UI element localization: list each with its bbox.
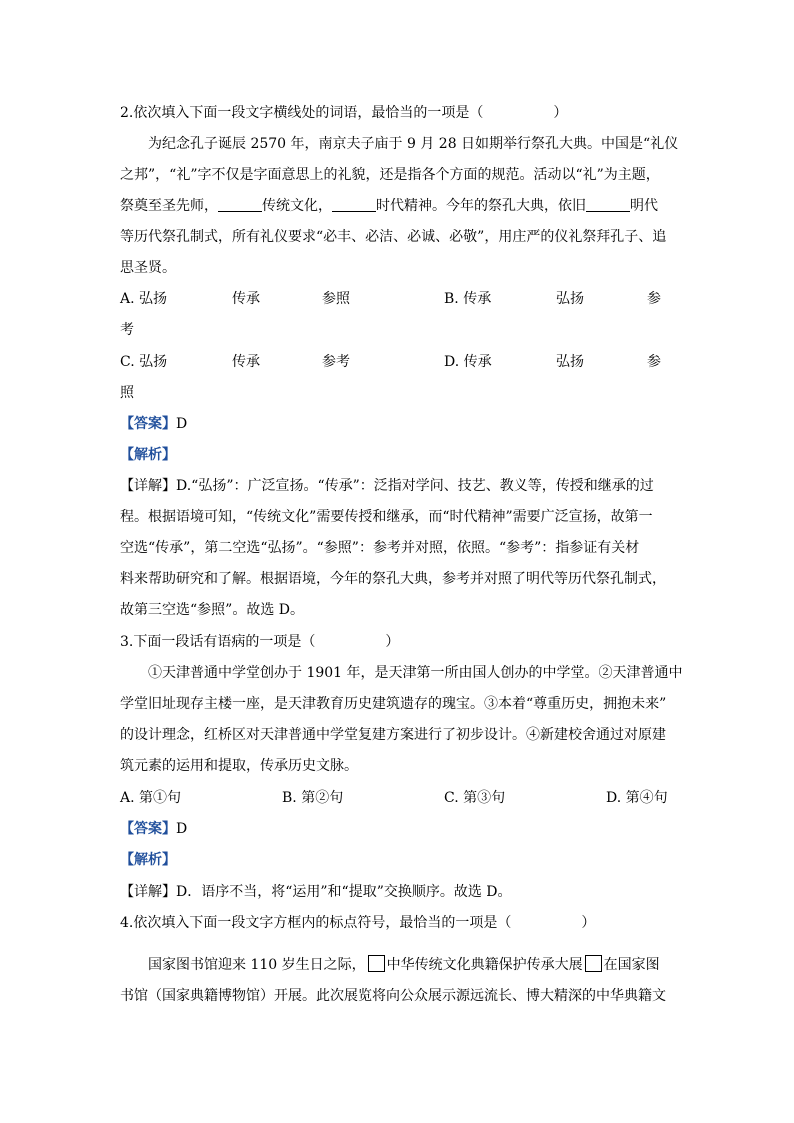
q3-analysis: [120, 850, 176, 870]
punctuation-box: [368, 955, 385, 972]
q2-passage-line: 为纪念孔子诞辰 2570 年，南京夫子庙于 9 月 28 日如期举行祭孔大典。中国是“礼仪: [148, 136, 679, 152]
q2-option-c-word2: 传承: [232, 354, 260, 370]
q2-option-d-word3: 参: [647, 354, 661, 370]
q2-text: 明代: [630, 198, 658, 214]
q2-detail-line: 空选“传承”，第二空选“弘扬”。“参照”：参考并对照，依照。“参考”：指参证有关材: [120, 540, 640, 556]
q3-passage-line: 的设计理念，红桥区对天津普通中学堂复建方案进行了初步设计。④新建校舍通过对原建: [120, 727, 666, 743]
q2-stem: 2.依次填入下面一段文字横线处的词语，最恰当的一项是（ ）: [120, 105, 568, 121]
q2-option-d-wrap: 照: [120, 385, 134, 401]
q4-text: 国家图书馆迎来 110 岁生日之际，: [148, 957, 366, 973]
q2-text: 传统文化，: [262, 198, 332, 214]
q2-text: 时代精神。今年的祭孔大典，依旧: [376, 198, 586, 214]
q2-option-c: C. 弘扬: [120, 354, 168, 370]
q2-option-a-word2: 传承: [232, 291, 260, 307]
q2-passage-line: [120, 196, 658, 216]
detail-tag: 【详解】: [120, 478, 176, 494]
q2-detail-line: 程。根据语境可知，“传统文化”需要传授和继承，而“时代精神”需要广泛宣扬，故第一: [120, 509, 653, 525]
q2-detail-line: [120, 476, 654, 496]
q3-option-d: D. 第④句: [606, 790, 668, 806]
q2-option-d: D. 传承: [444, 354, 492, 370]
punctuation-box: [585, 955, 602, 972]
q2-passage-line: 思圣贤。: [120, 260, 176, 276]
detail-tag: 【详解】: [120, 884, 176, 900]
q2-option-b-wrap: 考: [120, 322, 134, 338]
q2-option-b-word3: 参: [647, 291, 661, 307]
answer-value: D: [176, 416, 188, 432]
q4-stem: 4.依次填入下面一段文字方框内的标点符号，最恰当的一项是（ ）: [120, 915, 596, 931]
q3-passage-line: 筑元素的运用和提取，传承历史文脉。: [120, 758, 358, 774]
q3-option-a: A. 第①句: [120, 790, 182, 806]
answer-value: D: [176, 821, 188, 837]
analysis-tag: 【解析】: [120, 852, 176, 868]
q3-passage-line: ①天津普通中学堂创办于 1901 年，是天津第一所由国人创办的中学堂。②天津普通中: [148, 665, 683, 681]
q2-option-a: A. 弘扬: [120, 291, 168, 307]
q2-analysis: [120, 445, 176, 465]
detail-text: D．语序不当，将“运用”和“提取”交换顺序。故选 D。: [176, 884, 512, 900]
analysis-tag: 【解析】: [120, 447, 176, 463]
q2-option-d-word2: 弘扬: [556, 354, 584, 370]
q4-text: 在国家图: [603, 957, 660, 973]
q4-text: 中华传统文化典籍保护传承大展: [386, 957, 583, 973]
q4-passage-line: [148, 955, 660, 975]
q2-option-b: B. 传承: [444, 291, 492, 307]
q2-option-a-word3: 参照: [322, 291, 350, 307]
q4-passage-line: 书馆（国家典籍博物馆）开展。此次展览将向公众展示源远流长、博大精深的中华典籍文: [120, 988, 666, 1004]
q3-answer: [120, 819, 187, 839]
q3-passage-line: 学堂旧址现存主楼一座，是天津教育历史建筑遗存的瑰宝。③本着“尊重历史，拥抱未来”: [120, 696, 667, 712]
q3-option-b: B. 第②句: [282, 790, 344, 806]
q2-text: 祭奠至圣先师，: [120, 198, 218, 214]
q2-passage-line: 之邦”，“礼”字不仅是字面意思上的礼貌，还是指各个方面的规范。活动以“礼”为主题，: [120, 167, 660, 183]
q2-detail-line: 故第三空选“参照”。故选 D。: [120, 602, 304, 618]
q3-detail-line: [120, 882, 512, 902]
q2-option-b-word2: 弘扬: [556, 291, 584, 307]
fill-blank: [332, 197, 376, 212]
answer-tag: 【答案】: [120, 821, 176, 837]
q2-detail-line: 料来帮助研究和了解。根据语境，今年的祭孔大典，参考并对照了明代等历代祭孔制式，: [120, 571, 666, 587]
q3-stem: 3.下面一段话有语病的一项是（ ）: [120, 634, 400, 650]
q2-option-c-word3: 参考: [322, 354, 350, 370]
fill-blank: [218, 197, 262, 212]
q2-passage-line: 等历代祭孔制式，所有礼仪要求“必丰、必洁、必诚、必敬”，用庄严的仪礼祭拜孔子、追: [120, 229, 667, 245]
q2-answer: [120, 414, 187, 434]
answer-tag: 【答案】: [120, 416, 176, 432]
fill-blank: [586, 197, 630, 212]
q3-option-c: C. 第③句: [444, 790, 506, 806]
detail-text: D.“弘扬”：广泛宣扬。“传承”：泛指对学问、技艺、教义等，传授和继承的过: [176, 478, 654, 494]
